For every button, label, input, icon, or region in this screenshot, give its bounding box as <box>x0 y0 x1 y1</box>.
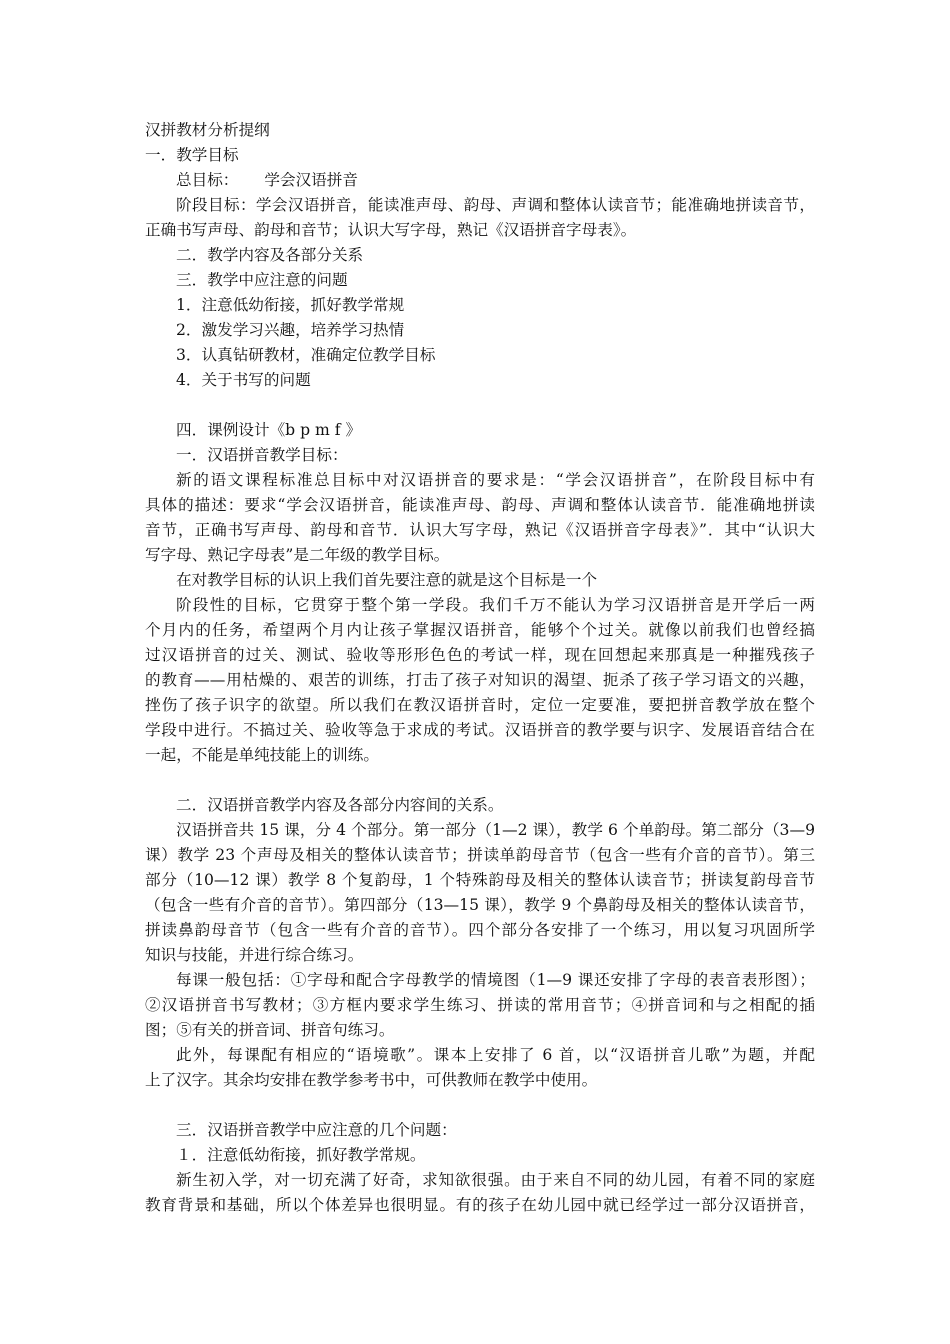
paragraph-line: 上了汉字。其余均安排在教学参考书中，可供教师在教学中使用。 <box>145 1071 598 1089</box>
stage-goal-line-1: 阶段目标：学会汉语拼音，能读准声母、韵母、声调和整体认读音节；能准确地拼读音节， <box>176 196 815 214</box>
document-page <box>145 118 815 1218</box>
paragraph-line: 过汉语拼音的过关、测试、验收等形形色色的考试一样，现在回想起来那真是一种摧残孩子 <box>145 646 815 664</box>
paragraph-line: 拼读鼻韵母音节（包含一些有介音的音节）。四个部分各安排了一个练习，用以复习巩固所学 <box>145 921 815 939</box>
overall-goal-line <box>145 168 815 193</box>
paragraph-line: 教育背景和基础，所以个体差异也很明显。有的孩子在幼儿园中就已经学过一部分汉语拼音， <box>145 1196 815 1214</box>
section-heading-teaching-issues: 三．教学中应注意的问题 <box>176 271 348 289</box>
paragraph-line: 挫伤了孩子识字的欲望。所以我们在教汉语拼音时，定位一定要准，要把拼音教学放在整个 <box>145 696 815 714</box>
subheading-pinyin-goals: 一．汉语拼音教学目标： <box>176 446 348 464</box>
issue-subheading-1: １．注意低幼衔接，抓好教学常规。 <box>176 1146 426 1164</box>
paragraph-line: 具体的描述：要求“学会汉语拼音，能读准声母、韵母、声调和整体认读音节．能准确地拼读 <box>145 496 815 514</box>
paragraph-line: 课）教学 23 个声母及相关的整体认读音节；拼读单韵母音节（包含一些有介音的音节）。第三 <box>145 846 815 864</box>
paragraph-line: 知识与技能，并进行综合练习。 <box>145 946 364 964</box>
paragraph-line: 学段中进行。不搞过关、验收等急于求成的考试。汉语拼音的教学要与识字、发展语音结合在 <box>145 721 815 739</box>
issue-item-3: 3．认真钻研教材，准确定位教学目标 <box>176 346 436 364</box>
section-heading-teaching-goals: 一．教学目标 <box>145 146 239 164</box>
overall-goal-text: 学会汉语拼音 <box>264 171 358 189</box>
blank-line <box>145 1093 815 1118</box>
paragraph-line: 汉语拼音共 15 课，分 4 个部分。第一部分（1—2 课），教学 6 个单韵母。第二部分（3—9 <box>176 821 815 839</box>
paragraph-line: 在对教学目标的认识上我们首先要注意的就是这个目标是一个 <box>176 571 598 589</box>
section-heading-lesson-design: 四．课例设计《b p m f 》 <box>176 421 362 439</box>
issue-item-2: 2．激发学习兴趣，培养学习热情 <box>176 321 405 339</box>
paragraph-line: （包含一些有介音的音节）。第四部分（13—15 课），教学 9 个鼻韵母及相关的整体认读音节， <box>145 896 815 914</box>
subheading-teaching-issues: 三．汉语拼音教学中应注意的几个问题： <box>176 1121 457 1139</box>
paragraph-line: 新的语文课程标准总目标中对汉语拼音的要求是：“学会汉语拼音”，在阶段目标中有 <box>176 471 815 489</box>
issue-item-1: 1．注意低幼衔接，抓好教学常规 <box>176 296 405 314</box>
paragraph-line: 新生初入学，对一切充满了好奇，求知欲很强。由于来自不同的幼儿园，有着不同的家庭 <box>176 1171 815 1189</box>
paragraph-line: 个月内的任务，希望两个月内让孩子掌握汉语拼音，能够个个过关。就像以前我们也曾经搞 <box>145 621 815 639</box>
subheading-content-relations: 二．汉语拼音教学内容及各部分内容间的关系。 <box>176 796 504 814</box>
stage-goal-line-2: 正确书写声母、韵母和音节；认识大写字母，熟记《汉语拼音字母表》。 <box>145 221 637 239</box>
paragraph-line: 写字母、熟记字母表”是二年级的教学目标。 <box>145 546 450 564</box>
section-heading-content-relations: 二．教学内容及各部分关系 <box>176 246 364 264</box>
paragraph-line: 部分（10—12 课）教学 8 个复韵母，1 个特殊韵母及相关的整体认读音节；拼读复韵母音节 <box>145 871 815 889</box>
document-title: 汉拼教材分析提纲 <box>145 121 270 139</box>
paragraph-line: 一起，不能是单纯技能上的训练。 <box>145 746 379 764</box>
paragraph-line: 阶段性的目标，它贯穿于整个第一学段。我们千万不能认为学习汉语拼音是开学后一两 <box>176 596 815 614</box>
issue-item-4: 4．关于书写的问题 <box>176 371 311 389</box>
paragraph-line: 的教育——用枯燥的、艰苦的训练，打击了孩子对知识的渴望、扼杀了孩子学习语文的兴趣， <box>145 671 815 689</box>
blank-line <box>145 393 815 418</box>
paragraph-line: ②汉语拼音书写教材；③方框内要求学生练习、拼读的常用音节；④拼音词和与之相配的插 <box>145 996 815 1014</box>
blank-line <box>145 768 815 793</box>
paragraph-line: 图；⑤有关的拼音词、拼音句练习。 <box>145 1021 395 1039</box>
paragraph-line: 此外，每课配有相应的“语境歌”。课本上安排了 6 首，以“汉语拼音儿歌”为题，并配 <box>176 1046 815 1064</box>
paragraph-line: 音节，正确书写声母、韵母和音节．认识大写字母，熟记《汉语拼音字母表》”．其中“认识大 <box>145 521 815 539</box>
overall-goal-label: 总目标： <box>176 171 239 189</box>
paragraph-line: 每课一般包括：①字母和配合字母教学的情境图（1—9 课还安排了字母的表音表形图）； <box>176 971 815 989</box>
